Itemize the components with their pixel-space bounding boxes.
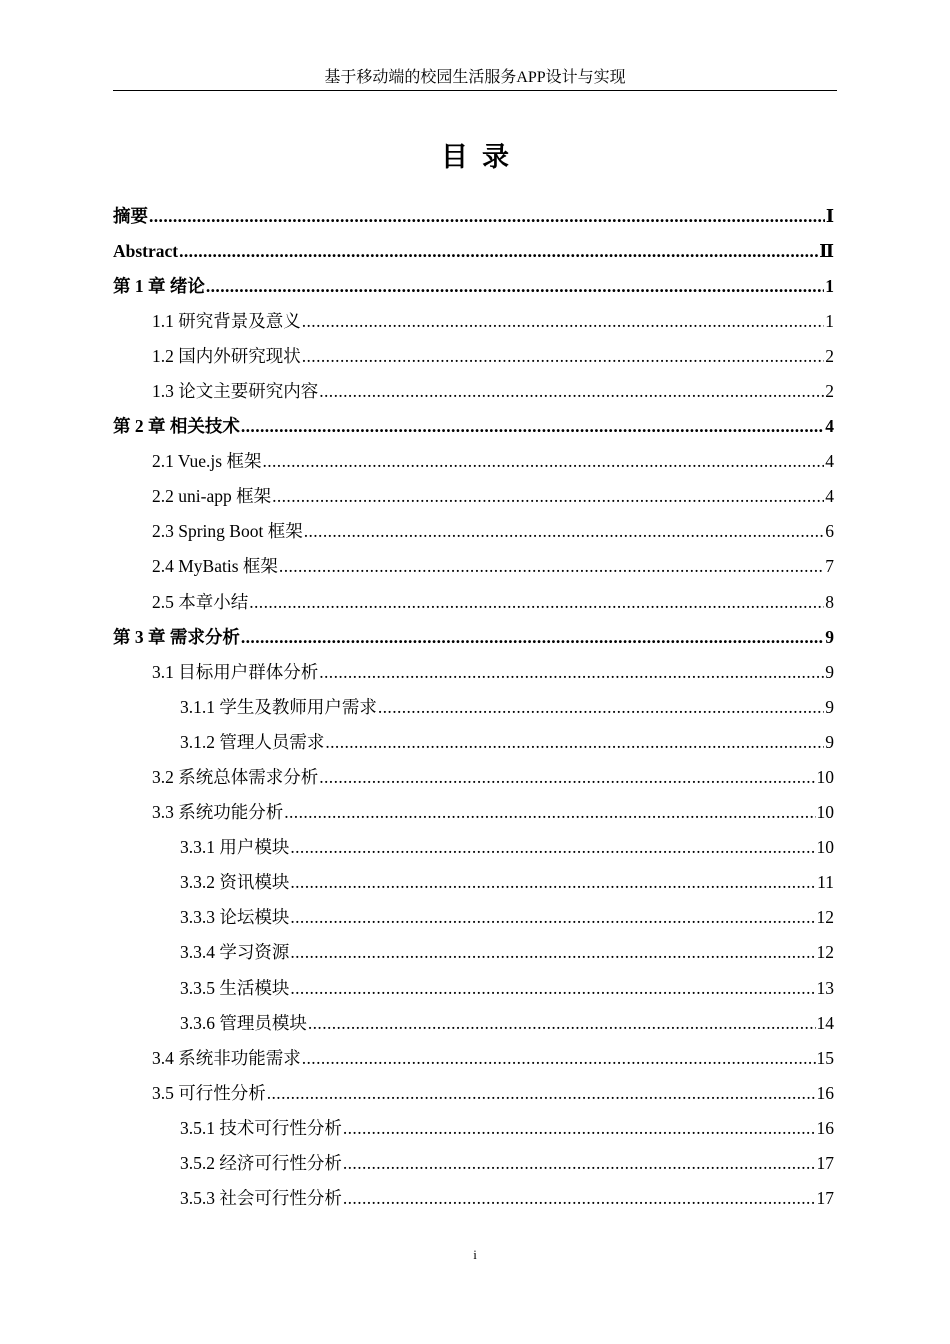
- toc-entry-label: 第 1 章 绪论: [113, 275, 205, 296]
- toc-entry[interactable]: [113, 865, 834, 900]
- toc-entry-page: 8: [825, 591, 834, 612]
- toc-entry[interactable]: [113, 690, 834, 725]
- toc-entry-page: 1: [825, 275, 834, 296]
- toc-entry-label: 3.3.4 学习资源: [180, 942, 290, 963]
- toc-entry-label: 3.3.3 论坛模块: [180, 907, 290, 928]
- toc-entry[interactable]: [113, 514, 834, 549]
- toc-entry[interactable]: [113, 479, 834, 514]
- toc-entry-label: 3.5.1 技术可行性分析: [180, 1117, 342, 1138]
- toc-entry-page: 17: [816, 1153, 834, 1174]
- toc-entry[interactable]: [113, 1041, 834, 1076]
- toc-entry[interactable]: [113, 374, 834, 409]
- toc-entry-page: 9: [825, 731, 834, 752]
- toc-entry-page: Ⅱ: [819, 240, 834, 261]
- dot-leader: [378, 690, 824, 725]
- toc-entry-page: 11: [817, 872, 834, 893]
- dot-leader: [279, 549, 824, 584]
- toc-entry-page: 10: [816, 802, 834, 823]
- toc-entry[interactable]: [113, 725, 834, 760]
- dot-leader: [290, 865, 816, 900]
- toc-entry-page: 16: [816, 1117, 834, 1138]
- toc-entry-label: 3.3.5 生活模块: [180, 977, 290, 998]
- toc-entry-label: 2.2 uni-app 框架: [152, 486, 272, 507]
- toc-entry-label: 2.1 Vue.js 框架: [152, 451, 262, 472]
- dot-leader: [272, 479, 824, 514]
- toc-entry-label: 3.2 系统总体需求分析: [152, 767, 319, 787]
- toc-entry-label: 2.3 Spring Boot 框架: [152, 521, 303, 542]
- toc-entry-page: 4: [825, 451, 834, 472]
- toc-entry[interactable]: [113, 760, 834, 795]
- toc-entry-label: 3.3.6 管理员模块: [180, 1012, 307, 1033]
- dot-leader: [302, 339, 825, 374]
- toc-entry-page: 14: [816, 1012, 834, 1033]
- dot-leader: [325, 725, 824, 760]
- page-number: i: [473, 1247, 477, 1262]
- dot-leader: [290, 971, 815, 1006]
- toc-entry[interactable]: [113, 1076, 834, 1111]
- dot-leader: [319, 374, 824, 409]
- toc-entry-page: 2: [825, 345, 834, 366]
- toc-entry[interactable]: [113, 900, 834, 935]
- toc-entry-label: 第 3 章 需求分析: [113, 626, 240, 647]
- toc-entry-page: 9: [825, 696, 834, 717]
- toc-entry-page: 6: [825, 521, 834, 542]
- dot-leader: [319, 655, 824, 690]
- toc-entry[interactable]: [113, 199, 834, 234]
- toc-entry-label: 3.5.2 经济可行性分析: [180, 1153, 342, 1174]
- toc-entry[interactable]: [113, 1146, 834, 1181]
- toc-entry[interactable]: [113, 830, 834, 865]
- dot-leader: [343, 1146, 816, 1181]
- toc-entry-page: 9: [825, 626, 834, 647]
- toc-entry[interactable]: [113, 1181, 834, 1216]
- toc-entry-page: 16: [816, 1082, 834, 1103]
- dot-leader: [241, 620, 824, 655]
- toc-entry[interactable]: [113, 585, 834, 620]
- toc-entry-label: 3.4 系统非功能需求: [152, 1047, 301, 1068]
- toc-entry-label: 1.3 论文主要研究内容: [152, 380, 319, 401]
- table-of-contents: [113, 199, 834, 1217]
- toc-entry-page: 17: [816, 1188, 834, 1209]
- toc-entry-label: 3.5 可行性分析: [152, 1082, 266, 1103]
- toc-entry-page: 10: [816, 767, 834, 787]
- toc-entry-label: 1.2 国内外研究现状: [152, 345, 301, 366]
- toc-entry-label: 摘要: [113, 205, 148, 226]
- toc-entry[interactable]: [113, 339, 834, 374]
- toc-entry[interactable]: [113, 234, 834, 269]
- dot-leader: [206, 269, 824, 304]
- toc-entry-label: 1.1 研究背景及意义: [152, 310, 301, 331]
- toc-entry-page: 13: [816, 977, 834, 998]
- toc-entry-label: 2.4 MyBatis 框架: [152, 556, 278, 577]
- toc-entry-page: 15: [816, 1047, 834, 1068]
- dot-leader: [319, 760, 815, 795]
- toc-entry-page: 10: [816, 837, 834, 858]
- dot-leader: [290, 935, 815, 970]
- toc-entry-label: 3.1 目标用户群体分析: [152, 661, 319, 682]
- page-title: 目录: [441, 142, 523, 173]
- toc-entry[interactable]: [113, 1006, 834, 1041]
- dot-leader: [267, 1076, 816, 1111]
- dot-leader: [249, 585, 824, 620]
- toc-entry-label: 第 2 章 相关技术: [113, 416, 240, 437]
- toc-entry-page: 2: [825, 380, 834, 401]
- toc-entry[interactable]: [113, 444, 834, 479]
- dot-leader: [304, 514, 825, 549]
- toc-entry[interactable]: [113, 620, 834, 655]
- toc-entry-label: 3.1.1 学生及教师用户需求: [180, 696, 377, 717]
- dot-leader: [290, 900, 815, 935]
- dot-leader: [241, 409, 824, 444]
- toc-entry-page: 9: [825, 661, 834, 682]
- toc-entry-page: 1: [825, 310, 834, 331]
- dot-leader: [343, 1111, 816, 1146]
- toc-entry[interactable]: [113, 304, 834, 339]
- toc-entry-page: Ⅰ: [825, 205, 834, 226]
- toc-entry-label: 3.3 系统功能分析: [152, 802, 284, 823]
- dot-leader: [149, 199, 825, 234]
- toc-entry-page: 4: [825, 416, 834, 437]
- dot-leader: [284, 795, 815, 830]
- toc-entry-label: 3.3.2 资讯模块: [180, 872, 290, 893]
- toc-entry-label: 3.1.2 管理人员需求: [180, 731, 325, 752]
- toc-entry[interactable]: [113, 1111, 834, 1146]
- dot-leader: [179, 234, 818, 269]
- toc-entry-page: 7: [825, 556, 834, 577]
- dot-leader: [302, 1041, 816, 1076]
- toc-entry[interactable]: [113, 795, 834, 830]
- toc-entry-page: 4: [825, 486, 834, 507]
- dot-leader: [308, 1006, 816, 1041]
- toc-entry[interactable]: [113, 935, 834, 970]
- header-rule: [113, 90, 837, 91]
- dot-leader: [343, 1181, 816, 1216]
- dot-leader: [262, 444, 824, 479]
- toc-entry[interactable]: [113, 409, 834, 444]
- toc-entry[interactable]: [113, 971, 834, 1006]
- toc-entry-label: Abstract: [113, 240, 179, 261]
- dot-leader: [302, 304, 825, 339]
- toc-entry-label: 3.5.3 社会可行性分析: [180, 1188, 342, 1209]
- toc-entry[interactable]: [113, 549, 834, 584]
- dot-leader: [290, 830, 815, 865]
- running-header: 基于移动端的校园生活服务APP设计与实现: [324, 69, 626, 86]
- toc-entry[interactable]: [113, 655, 834, 690]
- toc-entry-page: 12: [816, 942, 834, 963]
- toc-entry-label: 3.3.1 用户模块: [180, 837, 290, 858]
- toc-entry-label: 2.5 本章小结: [152, 591, 249, 612]
- toc-entry-page: 12: [816, 907, 834, 928]
- toc-entry[interactable]: [113, 269, 834, 304]
